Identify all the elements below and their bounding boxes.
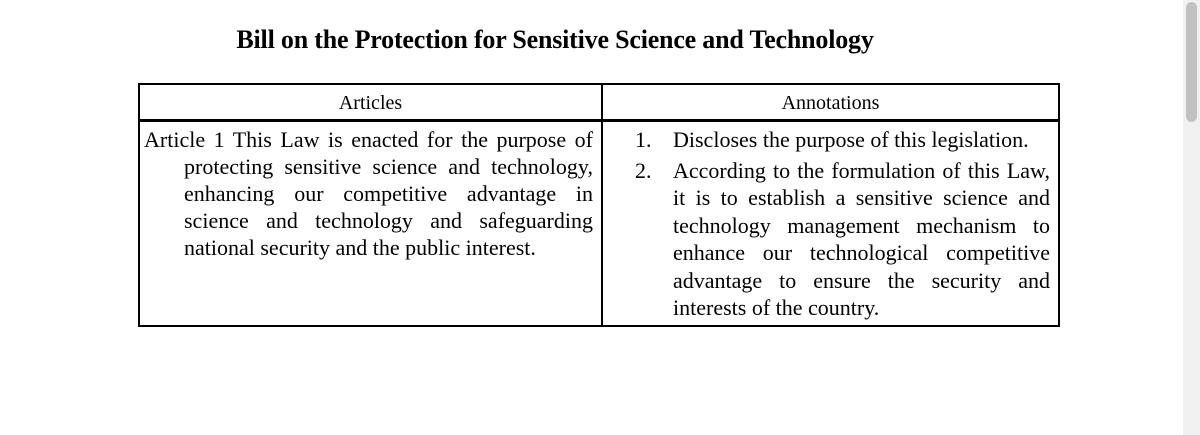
annotation-item xyxy=(635,157,1050,322)
articles-header: Articles xyxy=(139,84,602,121)
article-text: Article 1 This Law is enacted for the purpose of protecting sensitive science and technology, enhancing our competitive advantage in science and technology and safeguarding national security and the public interest. xyxy=(144,127,593,260)
page-title: Bill on the Protection for Sensitive Science and Technology xyxy=(236,25,874,54)
annotations-cell xyxy=(602,121,1059,326)
annotation-text: Discloses the purpose of this legislation. xyxy=(673,127,1029,152)
scrollbar-thumb[interactable] xyxy=(1186,2,1197,122)
annotation-text: According to the formulation of this Law, it is to establish a sensitive science and technology management mechanism to enhance our technological competitive advantage to ensure the security and interests of the country. xyxy=(673,157,1050,320)
table-header-row xyxy=(139,84,1059,121)
annotation-number: 2. xyxy=(635,157,652,183)
bill-table xyxy=(138,83,1060,327)
table-row xyxy=(139,121,1059,326)
annotations-header: Annotations xyxy=(602,84,1059,121)
annotations-list xyxy=(635,126,1050,322)
annotation-number: 1. xyxy=(635,127,652,152)
annotation-item xyxy=(635,126,1050,154)
vertical-scrollbar[interactable] xyxy=(1183,0,1200,435)
article-cell xyxy=(139,121,602,326)
